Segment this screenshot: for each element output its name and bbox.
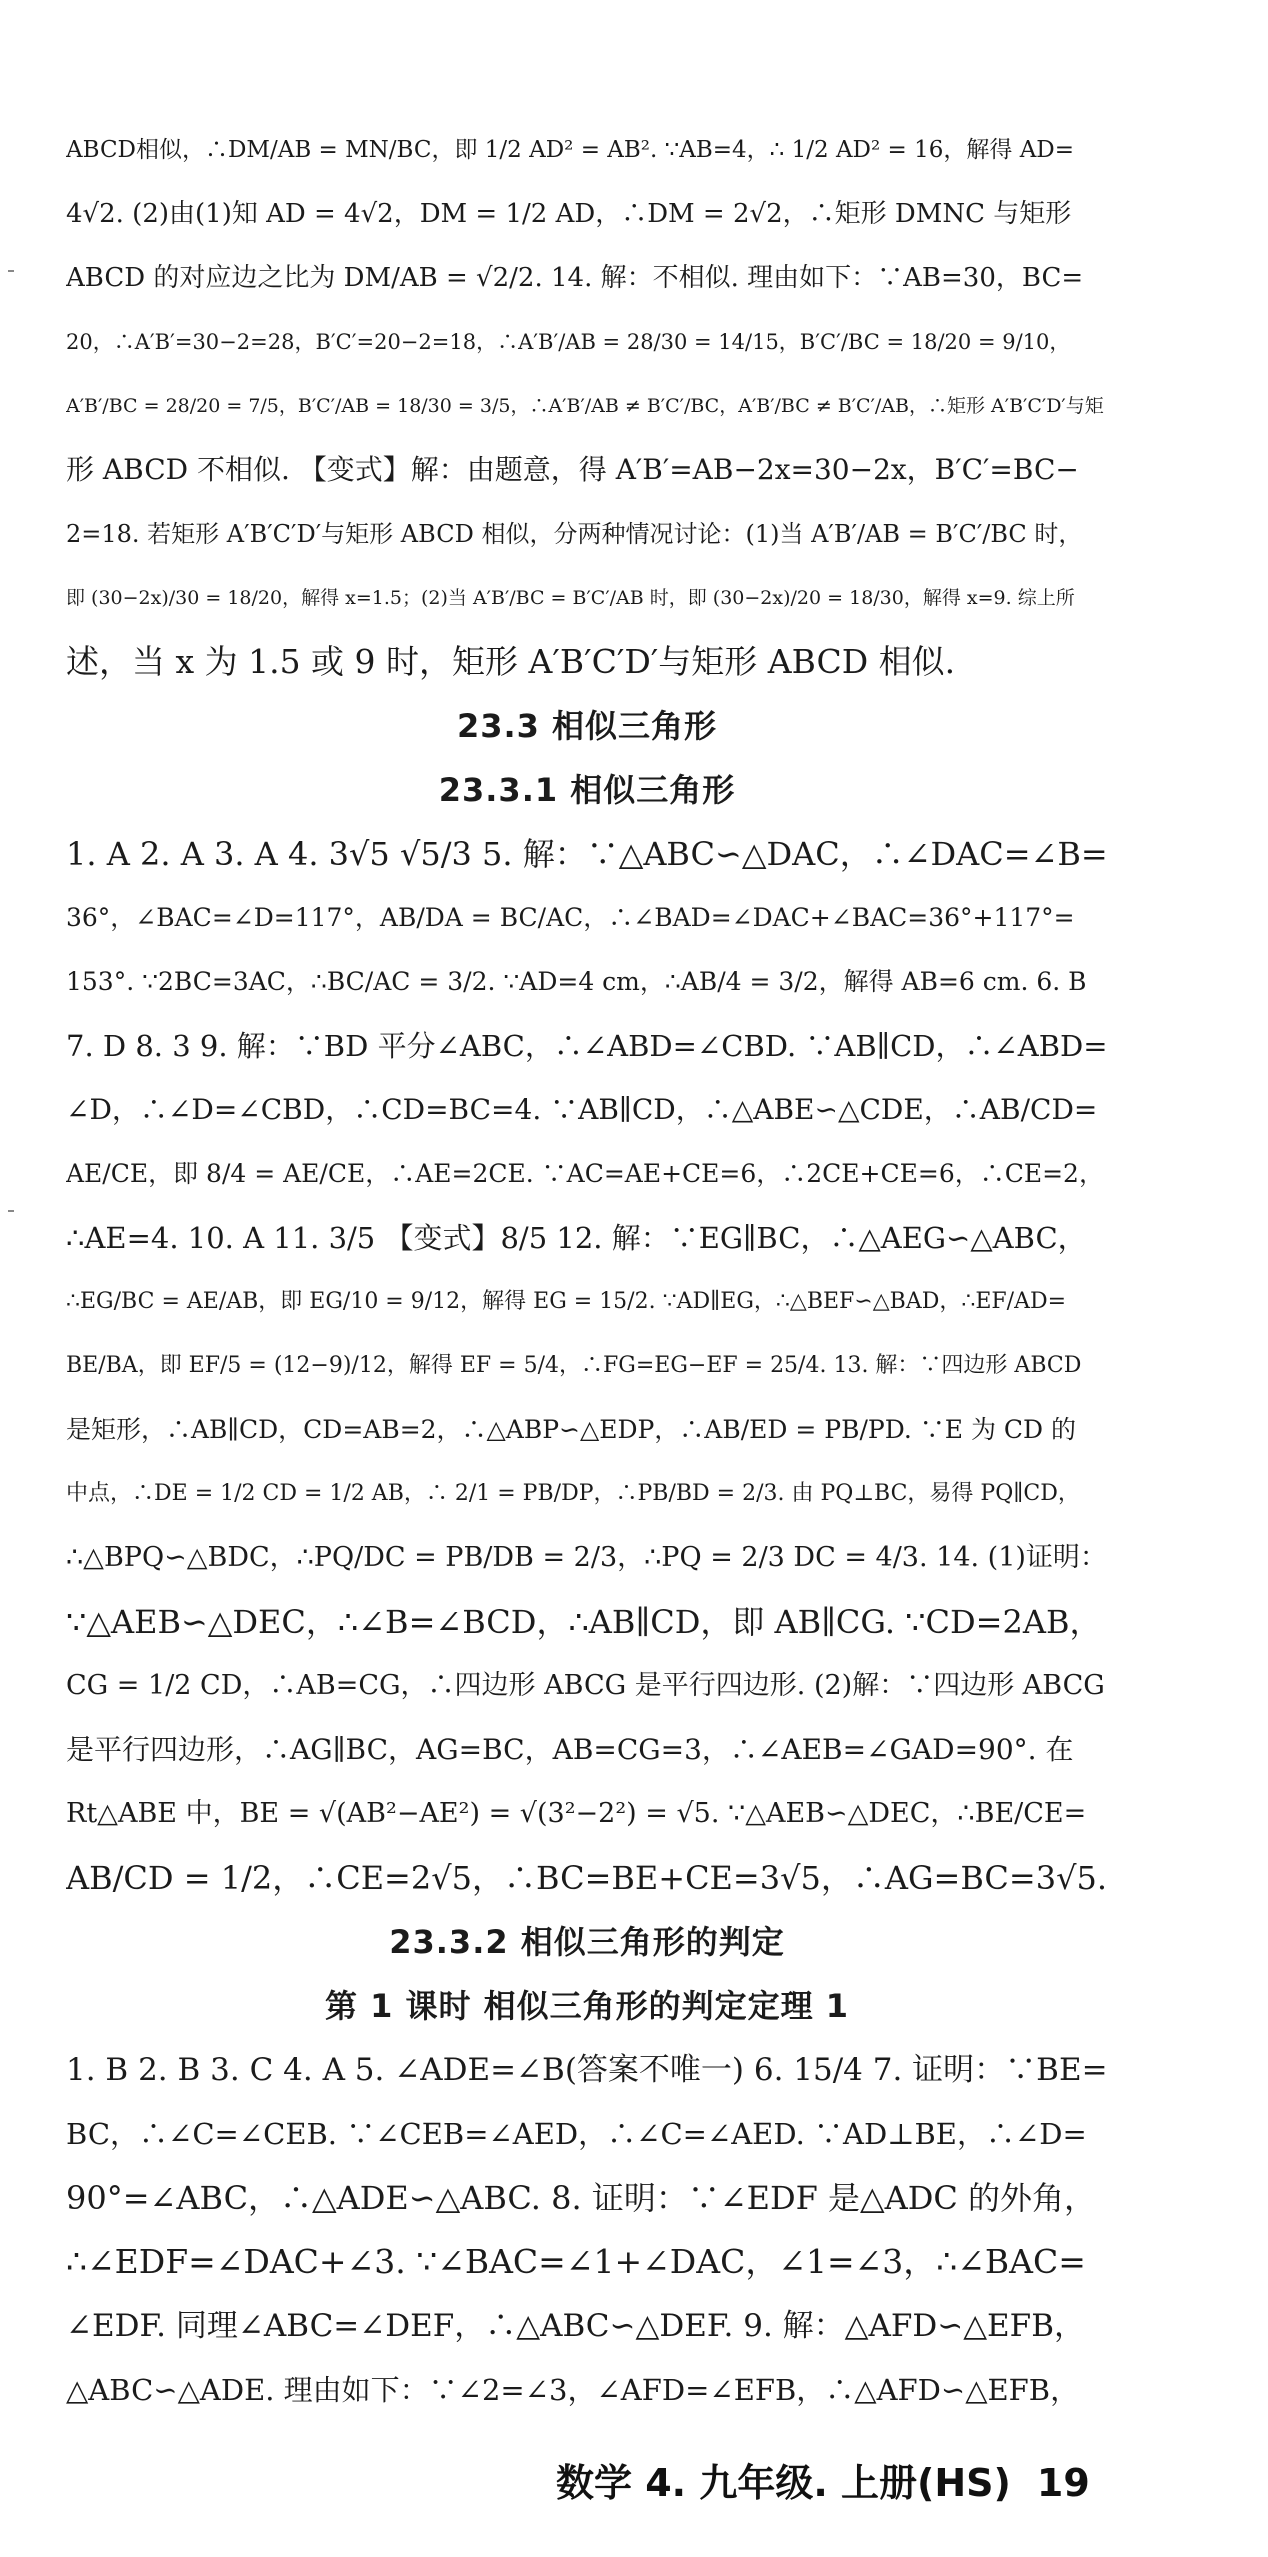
- text-line: 20，∴A′B′=30−2=28，B′C′=20−2=18，∴A′B′/AB = 28/30 = 14/15，B′C′/BC = 18/20 = 9/10，: [66, 330, 1071, 354]
- text-line: 1. A 2. A 3. A 4. 3√5 √5/3 5. 解：∵△ABC∽△DAC，∴∠DAC=∠B=: [66, 835, 1108, 873]
- text-line: 即 (30−2x)/30 = 18/20，解得 x=1.5；(2)当 A′B′/BC = B′C′/AB 时，即 (30−2x)/20 = 18/30，解得 x=9. 综上所: [66, 587, 1075, 609]
- text-line: BE/BA，即 EF/5 = (12−9)/12，解得 EF = 5/4，∴FG=EG−EF = 25/4. 13. 解：∵四边形 ABCD: [66, 1353, 1082, 1378]
- text-line: ∵△AEB∽△DEC，∴∠B=∠BCD，∴AB∥CD，即 AB∥CG. ∵CD=2AB，: [66, 1603, 1102, 1641]
- text-line: CG = 1/2 CD，∴AB=CG，∴四边形 ABCG 是平行四边形. (2)解：∵四边形 ABCG: [66, 1670, 1105, 1701]
- text-line: 2=18. 若矩形 A′B′C′D′与矩形 ABCD 相似，分两种情况讨论：(1)当 A′B′/AB = B′C′/BC 时，: [66, 520, 1083, 548]
- text-line: ∴EG/BC = AE/AB，即 EG/10 = 9/12，解得 EG = 15/2. ∵AD∥EG，∴△BEF∽△BAD，∴EF/AD=: [66, 1289, 1067, 1314]
- margin-mark: [8, 270, 14, 272]
- text-line: ∴△BPQ∽△BDC，∴PQ/DC = PB/DB = 2/3，∴PQ = 2/3 DC = 4/3. 14. (1)证明：: [66, 1542, 1107, 1573]
- subsection-title: 23.3.1 相似三角形: [438, 771, 736, 809]
- text-line: ABCD相似，∴DM/AB = MN/BC，即 1/2 AD² = AB². ∵AB=4，∴ 1/2 AD² = 16，解得 AD=: [66, 137, 1075, 163]
- text-line: ∴∠EDF=∠DAC+∠3. ∵∠BAC=∠1+∠DAC，∠1=∠3，∴∠BAC=: [66, 2242, 1086, 2281]
- page-footer: [556, 2452, 1090, 2507]
- text-line: 36°，∠BAC=∠D=117°，AB/DA = BC/AC，∴∠BAD=∠DAC+∠BAC=36°+117°=: [66, 903, 1075, 932]
- text-line: ∠EDF. 同理∠ABC=∠DEF，∴△ABC∽△DEF. 9. 解：△AFD∽△EFB，: [66, 2308, 1085, 2344]
- text-line: ∴AE=4. 10. A 11. 3/5 【变式】8/5 12. 解：∵EG∥BC，∴△AEG∽△ABC，: [66, 1221, 1087, 1255]
- text-line: 7. D 8. 3 9. 解：∵BD 平分∠ABC，∴∠ABD=∠CBD. ∵AB∥CD，∴∠ABD=: [66, 1029, 1108, 1063]
- lesson-title: 第 1 课时 相似三角形的判定定理 1: [324, 1987, 850, 2025]
- subsection-title: 23.3.2 相似三角形的判定: [389, 1923, 785, 1961]
- text-line: ABCD 的对应边之比为 DM/AB = √2/2. 14. 解：不相似. 理由如下：∵AB=30，BC=: [66, 263, 1084, 293]
- text-line: 153°. ∵2BC=3AC，∴BC/AC = 3/2. ∵AD=4 cm，∴AB/4 = 3/2，解得 AB=6 cm. 6. B: [66, 967, 1087, 996]
- text-line: 90°=∠ABC，∴△ADE∽△ABC. 8. 证明：∵∠EDF 是△ADC 的外角，: [66, 2179, 1097, 2217]
- page-body: [66, 118, 1108, 2422]
- text-line: BC，∴∠C=∠CEB. ∵∠CEB=∠AED，∴∠C=∠AED. ∵AD⊥BE，∴∠D=: [66, 2117, 1087, 2151]
- text-line: 形 ABCD 不相似. 【变式】解：由题意，得 A′B′=AB−2x=30−2x，B′C′=BC−: [66, 453, 1079, 486]
- text-line: 是矩形，∴AB∥CD，CD=AB=2，∴△ABP∽△EDP，∴AB/ED = PB/PD. ∵E 为 CD 的: [66, 1415, 1077, 1444]
- text-line: ∠D，∴∠D=∠CBD，∴CD=BC=4. ∵AB∥CD，∴△ABE∽△CDE，∴AB/CD=: [66, 1093, 1098, 1126]
- text-line: A′B′/BC = 28/20 = 7/5，B′C′/AB = 18/30 = 3/5，∴A′B′/AB ≠ B′C′/BC，A′B′/BC ≠ B′C′/AB，∴矩形 A′B′C′D′与矩: [66, 395, 1104, 417]
- text-line: Rt△ABE 中，BE = √(AB²−AE²) = √(3²−2²) = √5. ∵△AEB∽△DEC，∴BE/CE=: [66, 1798, 1087, 1829]
- text-line: 1. B 2. B 3. C 4. A 5. ∠ADE=∠B(答案不唯一) 6. 15/4 7. 证明：∵BE=: [66, 2052, 1108, 2088]
- book-title: 数学 4. 九年级. 上册(HS): [556, 2461, 1011, 2505]
- section-title: 23.3 相似三角形: [456, 707, 718, 745]
- text-line: 中点，∴DE = 1/2 CD = 1/2 AB，∴ 2/1 = PB/DP，∴PB/BD = 2/3. 由 PQ⊥BC，易得 PQ∥CD，: [66, 1481, 1080, 1506]
- text-line: AB/CD = 1/2，∴CE=2√5，∴BC=BE+CE=3√5，∴AG=BC=3√5.: [66, 1859, 1108, 1897]
- text-line: 述，当 x 为 1.5 或 9 时，矩形 A′B′C′D′与矩形 ABCD 相似.: [66, 642, 956, 681]
- page-number: 19: [1036, 2461, 1090, 2505]
- text-line: AE/CE，即 8/4 = AE/CE，∴AE=2CE. ∵AC=AE+CE=6，∴2CE+CE=6，∴CE=2，: [66, 1159, 1104, 1188]
- text-line: △ABC∽△ADE. 理由如下：∵∠2=∠3，∠AFD=∠EFB，∴△AFD∽△EFB，: [66, 2373, 1080, 2407]
- margin-mark: [8, 1210, 14, 1212]
- text-line: 是平行四边形，∴AG∥BC，AG=BC，AB=CG=3，∴∠AEB=∠GAD=90°. 在: [66, 1733, 1074, 1766]
- text-line: 4√2. (2)由(1)知 AD = 4√2，DM = 1/2 AD，∴DM = 2√2，∴矩形 DMNC 与矩形: [66, 199, 1072, 229]
